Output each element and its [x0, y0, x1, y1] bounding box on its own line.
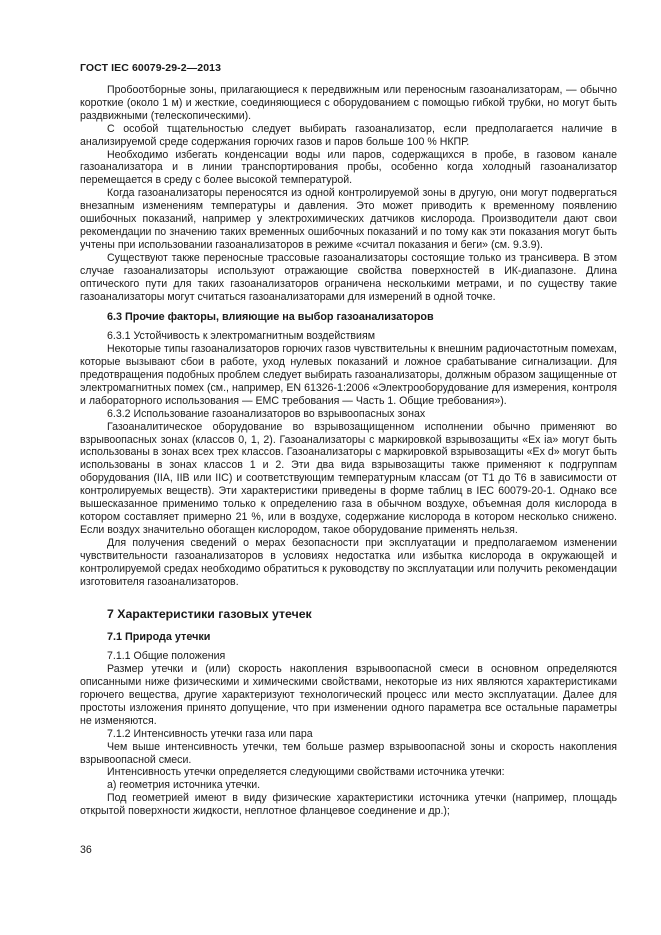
paragraph: Пробоотборные зоны, прилагающиеся к передвижным или переносным газоанализаторам, — обычно короткие (около 1 м) и жесткие, соединяющиеся с оборудованием с помощью гибкой трубки, но могут быть раздвижными (телескопическими). — [80, 84, 617, 122]
section-heading-7: 7 Характеристики газовых утечек — [107, 607, 312, 622]
subsection-heading-6-3-2: 6.3.2 Использование газоанализаторов во взрывоопасных зонах — [107, 407, 426, 420]
subsection-heading-6-3-1: 6.3.1 Устойчивость к электромагнитным воздействиям — [107, 330, 375, 343]
paragraph: Под геометрией имеют в виду физические характеристики источника утечки (например, площадь открытой поверхности жидкости, неплотное фланцевое соединение и др.); — [80, 792, 617, 818]
page-number: 36 — [80, 844, 92, 856]
paragraph: Существуют также переносные трассовые газоанализаторы состоящие только из трансивера. В этом случае газоанализаторы используют отражающие свойства поверхностей в ИК-диапазоне. Длина оптического пути для таких газоанализаторов ограничена несколькими метрами, и по существу такие газоанализаторы могут считаться газоанализаторами для измерений в одной точке. — [80, 251, 617, 303]
paragraph: Чем выше интенсивность утечки, тем больше размер взрывоопасной зоны и скорость накопления взрывоопасной смеси. — [80, 740, 617, 766]
paragraph: Когда газоанализаторы переносятся из одной контролируемой зоны в другую, они могут подвергаться внезапным изменениям температуры и давления. Это может приводить к временному появлению ошибочных показаний, например у электрохимических датчиков кислорода. Производители дают свои рекомендации по значению таких временных ошибочных показаний и по тому как эти показания могут быть учтены при использовании газоанализаторов в режиме «считал показания и беги» (см. 9.3.9). — [80, 187, 617, 251]
paragraph: Для получения сведений о мерах безопасности при эксплуатации и предполагаемом изменении чувствительности газоанализаторов в условиях недостатка или избытка кислорода в окружающей и контролируемой средах необходимо обратиться к руководству по эксплуатации или получить рекомендации изготовителя газоанализаторов. — [80, 536, 617, 588]
list-item-a: а) геометрия источника утечки. — [107, 779, 261, 792]
document-header: ГОСТ IEC 60079-29-2—2013 — [80, 62, 222, 74]
paragraph: Газоаналитическое оборудование во взрывозащищенном исполнении обычно применяют во взрывоопасных зонах (классов 0, 1, 2). Газоанализаторы с маркировкой взрывозащиты «Ex ia» могут быть использованы в зонах всех трех классов. Газоанализаторы с маркировкой взрывозащиты «Ex d» могут быть использованы в зонах классов 1 и 2. Эти два вида взрывозащиты также применяют к подгруппам оборудования (IIA, IIB или IIC) и соответствующим температурным классам (от Т1 до Т6 в зависимости от контролируемых веществ). Эти характеристики приведены в форме таблиц в IEC 60079-20-1. Однако все вышесказанное применимо только к определению газа в обычном воздухе, объемная доля кислорода в котором составляет примерно 21 %, или в воздухе, содержание кислорода в котором несколько снижено. Если воздух значительно обогащен кислородом, такое оборудование применять нельзя. — [80, 420, 617, 536]
paragraph: Необходимо избегать конденсации воды или паров, содержащихся в пробе, в газовом канале газоанализатора и в линии транспортирования пробы, особенно когда холодный газоанализатор перемещается в среду с более высокой температурой. — [80, 148, 617, 187]
paragraph: С особой тщательностью следует выбирать газоанализатор, если предполагается наличие в анализируемой среде содержания горючих газов и паров больше 100 % НКПР. — [80, 122, 617, 148]
section-heading-6-3: 6.3 Прочие факторы, влияющие на выбор газоанализаторов — [107, 311, 434, 324]
section-heading-7-1: 7.1 Природа утечки — [107, 631, 211, 644]
paragraph: Интенсивность утечки определяется следующими свойствами источника утечки: — [107, 766, 505, 779]
paragraph: Размер утечки и (или) скорость накопления взрывоопасной смеси в основном определяются описанными ниже физическими и химическими свойствами, некоторые из них являются характеристиками горючего вещества, другие характеризуют технологический процесс или место эксплуатации. Далее для простоты изложения принято допущение, что при изменении одного параметра все остальные параметры не изменяются. — [80, 663, 617, 727]
subsection-heading-7-1-2: 7.1.2 Интенсивность утечки газа или пара — [107, 727, 313, 740]
subsection-heading-7-1-1: 7.1.1 Общие положения — [107, 650, 226, 663]
paragraph: Некоторые типы газоанализаторов горючих газов чувствительны к внешним радиочастотным помехам, которые вызывают сбои в работе, уход нулевых показаний и ложное срабатывание сигнализации. Для предотвращения подобных проблем следует выбирать газоанализаторы, должным образом защищенные от электромагнитных помех (см., например, EN 61326-1:2006 «Электрооборудование для измерения, контроля и лабораторного использования — EMC требования — Часть 1. Общие требования»). — [80, 343, 618, 407]
document-body — [80, 84, 617, 818]
